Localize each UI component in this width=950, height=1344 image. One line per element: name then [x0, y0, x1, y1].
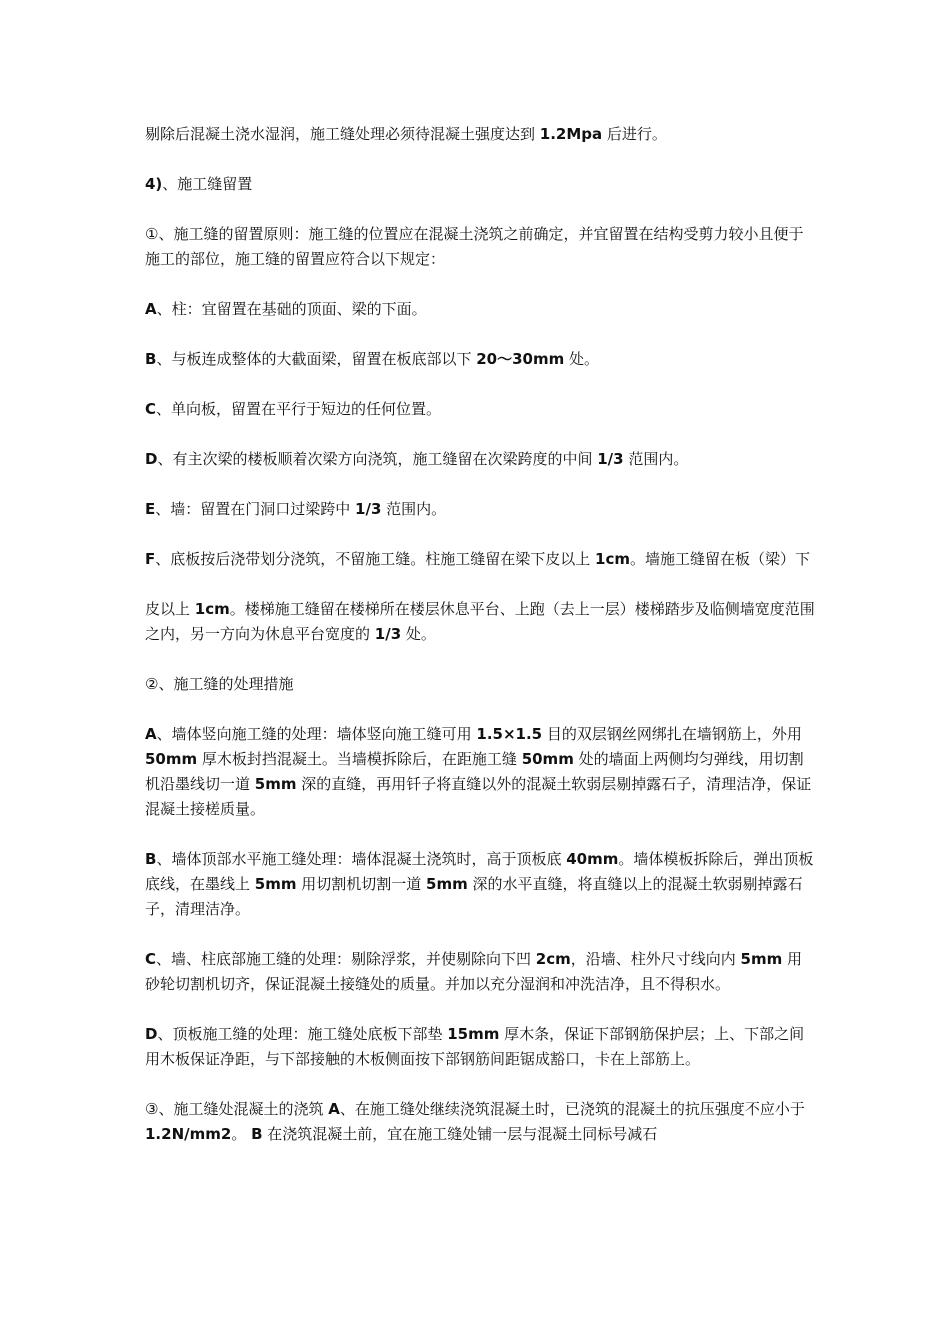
text-run: 、有主次梁的楼板顺着次梁方向浇筑，施工缝留在次梁跨度的中间 — [157, 450, 598, 468]
bold-text: 40mm — [566, 850, 619, 868]
bold-text: C — [145, 950, 157, 968]
bold-text: 1.5×1.5 — [476, 725, 543, 743]
text-run: 。墙施工缝留在板（梁）下 — [630, 550, 811, 568]
section-heading — [145, 172, 815, 197]
list-item — [145, 297, 815, 322]
list-item — [145, 1022, 815, 1072]
bold-text: 5mm — [254, 875, 297, 893]
bold-text: 50mm — [521, 750, 574, 768]
subsection-heading — [145, 672, 815, 697]
bold-text: E — [145, 500, 156, 518]
text-run: 、底板按后浇带划分浇筑，不留施工缝。柱施工缝留在梁下皮以上 — [155, 550, 596, 568]
text-run: 用切割机切割一道 — [296, 875, 427, 893]
list-item — [145, 347, 815, 372]
bold-text: F — [145, 550, 156, 568]
text-run: 后进行。 — [602, 125, 667, 143]
bold-text: B — [145, 350, 157, 368]
bold-text: 5mm — [254, 775, 297, 793]
text-run: 。 — [231, 1125, 252, 1143]
paragraph — [145, 122, 815, 147]
text-run: 范围内。 — [381, 500, 447, 518]
bold-text: 20～30mm — [476, 350, 565, 368]
text-run: 范围内。 — [623, 450, 689, 468]
bold-text: 50mm — [145, 750, 198, 768]
list-item — [145, 947, 815, 997]
text-run: ③、施工缝处混凝土的浇筑 — [145, 1100, 329, 1118]
document-body — [145, 122, 815, 1147]
text-run: ，沿墙、柱外尺寸线向内 — [570, 950, 741, 968]
text-run: 、墙体顶部水平施工缝处理：墙体混凝土浇筑时，高于顶板底 — [156, 850, 567, 868]
bold-text: B — [251, 1125, 263, 1143]
bold-text: A — [145, 300, 157, 318]
text-run: 皮以上 — [145, 600, 195, 618]
list-item — [145, 447, 815, 472]
bold-text: B — [145, 850, 157, 868]
list-item — [145, 847, 815, 922]
bold-text: 1/3 — [374, 625, 402, 643]
bold-text: 15mm — [447, 1025, 500, 1043]
text-run: 厚木板封挡混凝土。当墙模拆除后，在距施工缝 — [197, 750, 522, 768]
bold-text: A — [328, 1100, 340, 1118]
text-run: 。墙体模板拆除后，弹出顶板底线，在墨线上 — [145, 850, 814, 893]
text-run: 、单向板，留置在平行于短边的任何位置。 — [156, 400, 442, 418]
text-run: ①、施工缝的留置原则：施工缝的位置应在混凝土浇筑之前确定，并宜留置在结构受剪力较小且便于施工的部位，施工缝的留置应符合以下规定： — [145, 225, 804, 268]
text-run: 、墙体竖向施工缝的处理：墙体竖向施工缝可用 — [156, 725, 477, 743]
bold-text: 1.2Mpa — [539, 125, 603, 143]
bold-text: 1cm — [194, 600, 230, 618]
bold-text: D — [145, 450, 158, 468]
text-run: 、在施工缝处继续浇筑混凝土时，已浇筑的混凝土的抗压强度不应小于 — [339, 1100, 805, 1118]
text-run: 、施工缝留置 — [162, 175, 253, 193]
list-item — [145, 397, 815, 422]
text-run: 用砂轮切割机切齐，保证混凝土接缝处的质量。并加以充分湿润和冲洗洁净，且不得积水。 — [145, 950, 803, 993]
bold-text: 1/3 — [597, 450, 624, 468]
text-run: 。楼梯施工缝留在楼梯所在楼层休息平台、上跑（去上一层）楼梯踏步及临侧墙宽度范围之内，另一方向为休息平台宽度的 — [145, 600, 815, 643]
text-run: 、墙、柱底部施工缝的处理：剔除浮浆，并使剔除向下凹 — [156, 950, 536, 968]
bold-text: 5mm — [740, 950, 783, 968]
bold-text: 1.2N/mm2 — [145, 1125, 232, 1143]
paragraph — [145, 597, 815, 647]
bold-text: D — [145, 1025, 158, 1043]
paragraph — [145, 222, 815, 272]
paragraph — [145, 1097, 815, 1147]
bold-text: 2cm — [535, 950, 571, 968]
text-run: 、与板连成整体的大截面梁，留置在板底部以下 — [156, 350, 477, 368]
bold-text: 1cm — [595, 550, 630, 568]
list-item — [145, 547, 815, 572]
text-run: ②、施工缝的处理措施 — [145, 675, 294, 693]
text-run: 处。 — [564, 350, 600, 368]
text-run: 目的双层钢丝网绑扎在墙钢筋上，外用 — [542, 725, 802, 743]
bold-text: A — [145, 725, 157, 743]
bold-text: 4) — [145, 175, 163, 193]
text-run: 处的墙面上两侧均匀弹线，用切割机沿墨线切一道 — [145, 750, 804, 793]
text-run: 处。 — [401, 625, 436, 643]
text-run: 在浇筑混凝土前，宜在施工缝处铺一层与混凝土同标号减石 — [262, 1125, 658, 1143]
text-run: 、柱：宜留置在基础的顶面、梁的下面。 — [156, 300, 427, 318]
bold-text: 5mm — [426, 875, 468, 893]
text-run: 厚木条，保证下部钢筋保护层；上、下部之间用木板保证净距，与下部接触的木板侧面按下部钢筋间距锯成豁口，卡在上部筋上。 — [145, 1025, 805, 1068]
bold-text: C — [145, 400, 157, 418]
text-run: 剔除后混凝土浇水湿润，施工缝处理必须待混凝土强度达到 — [145, 125, 540, 143]
text-run: 、墙：留置在门洞口过梁跨中 — [155, 500, 356, 518]
list-item — [145, 497, 815, 522]
bold-text: 1/3 — [355, 500, 382, 518]
text-run: 深的直缝，再用钎子将直缝以外的混凝土软弱层剔掉露石子，清理洁净，保证混凝土接槎质量。 — [145, 775, 812, 818]
text-run: 深的水平直缝，将直缝以上的混凝土软弱剔掉露石子，清理洁净。 — [145, 875, 803, 918]
text-run: 、顶板施工缝的处理：施工缝处底板下部垫 — [157, 1025, 448, 1043]
list-item — [145, 722, 815, 822]
